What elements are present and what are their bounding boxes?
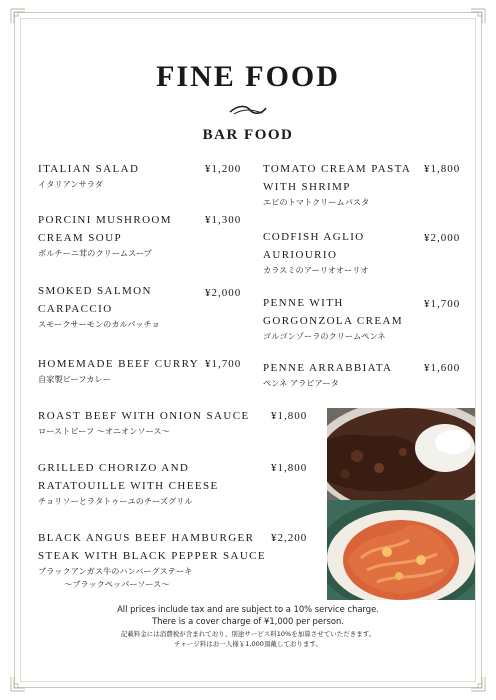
item-name-jp: ～ブラックペッパーソース～ (64, 579, 170, 589)
photo-tomato-cream-pasta (327, 500, 475, 600)
corner-ornament-icon (10, 8, 26, 24)
footer-cover-charge-jp: チャージ料はお一人様￥1,000頂戴しております。 (174, 640, 322, 648)
item-price: ¥1,300 (205, 214, 242, 226)
item-name-jp: カラスミのアーリオオーリオ (263, 265, 369, 275)
item-name-jp: ローストビーフ ～オニオンソース～ (38, 426, 170, 436)
food-photo-column (327, 408, 475, 600)
footer-service-charge-jp: 記載料金には消費税が含まれており、別途サービス料10%を加算させていただきます。 (120, 630, 376, 638)
item-name: ROAST BEEF WITH ONION SAUCE (38, 410, 250, 422)
item-price: ¥2,000 (424, 232, 461, 244)
item-price: ¥1,800 (271, 462, 308, 474)
item-name: PENNE WITH (263, 297, 344, 309)
footer-notes (0, 604, 496, 649)
menu-item-porcini-soup (38, 211, 203, 260)
item-name-jp: チョリソーとラタトゥーユのチーズグリル (38, 496, 193, 506)
menu-item-tomato-pasta (263, 160, 423, 209)
corner-ornament-icon (10, 676, 26, 692)
item-name: SMOKED SALMON (38, 285, 152, 297)
item-name: CODFISH AGLIO (263, 231, 365, 243)
item-name-jp: ゴルゴンゾーラのクリームペンネ (263, 331, 386, 341)
item-price: ¥1,700 (424, 298, 461, 310)
item-name-jp: 自家製ビーフカレー (38, 374, 111, 384)
item-price: ¥2,000 (205, 287, 242, 299)
item-price: ¥1,800 (424, 163, 461, 175)
item-name: HOMEMADE BEEF CURRY (38, 358, 200, 370)
item-name: CREAM SOUP (38, 232, 122, 244)
menu-item-roast-beef (38, 407, 268, 438)
item-name: PENNE ARRABBIATA (263, 362, 393, 374)
item-name: STEAK WITH BLACK PEPPER SAUCE (38, 550, 267, 562)
corner-ornament-icon (470, 8, 486, 24)
item-name: CARPACCIO (38, 303, 113, 315)
item-name: AURIOURIO (263, 249, 338, 261)
menu-item-codfish-aglio (263, 228, 423, 277)
section-heading: BAR FOOD (202, 127, 294, 143)
footer-service-charge: All prices include tax and are subject to a 10% service charge. (117, 604, 379, 614)
menu-item-smoked-salmon (38, 282, 203, 331)
item-name: GORGONZOLA CREAM (263, 315, 404, 327)
item-name-jp: エビのトマトクリームパスタ (263, 197, 370, 207)
menu-item-angus-hamburger (38, 529, 273, 591)
item-name: PORCINI MUSHROOM (38, 214, 172, 226)
item-name: BLACK ANGUS BEEF HAMBURGER (38, 532, 255, 544)
corner-ornament-icon (470, 676, 486, 692)
item-name-jp: スモークサーモンのカルパッチョ (38, 319, 160, 329)
item-name-jp: イタリアンサラダ (38, 179, 104, 189)
page-title: FINE FOOD (156, 60, 340, 93)
item-name: GRILLED CHORIZO AND (38, 462, 190, 474)
item-name: WITH SHRIMP (263, 181, 351, 193)
item-price: ¥1,700 (205, 358, 242, 370)
item-price: ¥2,200 (271, 532, 308, 544)
menu-item-italian-salad (38, 160, 203, 191)
menu-item-chorizo-ratatouille (38, 459, 268, 508)
footer-cover-charge: There is a cover charge of ¥1,000 per person. (152, 615, 344, 626)
item-name-jp: ペンネ アラビアータ (263, 378, 339, 388)
menu-item-penne-gorgonzola (263, 294, 423, 343)
item-price: ¥1,600 (424, 362, 461, 374)
item-name-jp: ブラックアンガス牛のハンバーグステーキ (38, 566, 193, 576)
menu-item-penne-arrabbiata (263, 359, 423, 390)
item-name: RATATOUILLE WITH CHEESE (38, 480, 219, 492)
item-price: ¥1,200 (205, 163, 242, 175)
item-name: ITALIAN SALAD (38, 163, 140, 175)
menu-item-beef-curry (38, 355, 203, 386)
item-name-jp: ポルチーニ茸のクリームスープ (38, 248, 152, 258)
item-name: TOMATO CREAM PASTA (263, 163, 412, 175)
item-price: ¥1,800 (271, 410, 308, 422)
flourish-divider-icon (228, 102, 268, 116)
